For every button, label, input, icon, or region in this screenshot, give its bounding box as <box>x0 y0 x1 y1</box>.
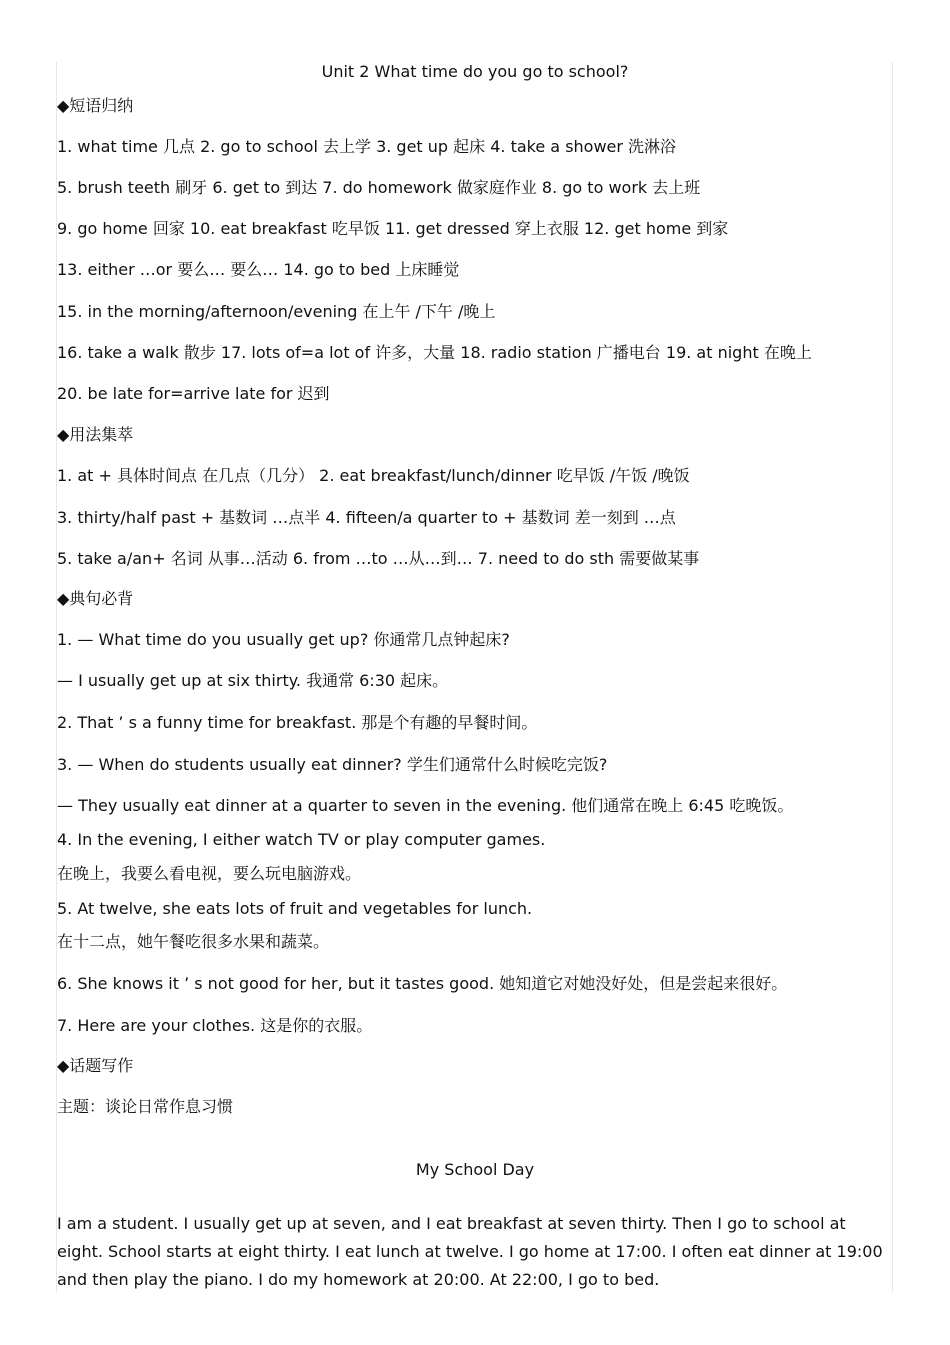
section-heading-usage: ◆用法集萃 <box>57 425 134 444</box>
sentence-line: 5. At twelve, she eats lots of fruit and vegetables for lunch. <box>57 899 533 918</box>
sentence-line: 2. That ’ s a funny time for breakfast. 那是个有趣的早餐时间。 <box>57 713 538 732</box>
essay-title: My School Day <box>415 1160 535 1179</box>
phrase-line: 1. what time 几点 2. go to school 去上学 3. get up 起床 4. take a shower 洗淋浴 <box>57 137 677 156</box>
phrase-line: 9. go home 回家 10. eat breakfast 吃早饭 11. get dressed 穿上衣服 12. get home 到家 <box>57 219 729 238</box>
phrase-line: 13. either …or 要么… 要么… 14. go to bed 上床睡觉 <box>57 260 460 279</box>
usage-line: 5. take a/an+ 名词 从事…活动 6. from …to …从…到… 7. need to do sth 需要做某事 <box>57 549 700 568</box>
phrase-line: 15. in the morning/afternoon/evening 在上午 /下午 /晚上 <box>57 302 496 321</box>
phrase-line: 20. be late for=arrive late for 迟到 <box>57 384 330 403</box>
section-heading-sentences: ◆典句必背 <box>57 589 134 608</box>
phrase-line: 5. brush teeth 刷牙 6. get to 到达 7. do homework 做家庭作业 8. go to work 去上班 <box>57 178 701 197</box>
phrase-line: 16. take a walk 散步 17. lots of=a lot of 许多，大量 18. radio station 广播电台 19. at night 在晚上 <box>57 343 812 362</box>
sentence-line: 7. Here are your clothes. 这是你的衣服。 <box>57 1016 373 1035</box>
sentence-line: — I usually get up at six thirty. 我通常 6:30 起床。 <box>57 671 449 690</box>
document-title: Unit 2 What time do you go to school? <box>321 62 629 81</box>
section-heading-phrases: ◆短语归纳 <box>57 96 134 115</box>
sentence-line: 6. She knows it ’ s not good for her, but it tastes good. 她知道它对她没好处，但是尝起来很好。 <box>57 974 788 993</box>
right-margin-rule <box>892 62 893 1292</box>
sentence-line: 4. In the evening, I either watch TV or play computer games. <box>57 830 546 849</box>
section-heading-writing: ◆话题写作 <box>57 1056 134 1075</box>
usage-line: 3. thirty/half past + 基数词 …点半 4. fifteen/a quarter to + 基数词 差一刻到 …点 <box>57 508 676 527</box>
sentence-line: 3. — When do students usually eat dinner? 学生们通常什么时候吃完饭? <box>57 755 608 774</box>
writing-topic: 主题：谈论日常作息习惯 <box>57 1097 234 1116</box>
sentence-line: — They usually eat dinner at a quarter to seven in the evening. 他们通常在晚上 6:45 吃晚饭。 <box>57 796 794 815</box>
sentence-translation: 在晚上，我要么看电视，要么玩电脑游戏。 <box>57 864 362 883</box>
sentence-line: 1. — What time do you usually get up? 你通常几点钟起床? <box>57 630 510 649</box>
usage-line: 1. at + 具体时间点 在几点（几分） 2. eat breakfast/lunch/dinner 吃早饭 /午饭 /晚饭 <box>57 466 690 485</box>
sentence-translation: 在十二点，她午餐吃很多水果和蔬菜。 <box>57 932 330 951</box>
essay-body: I am a student. I usually get up at seven, and I eat breakfast at seven thirty. Then I go to school at eight. School starts at eight thirty. I eat lunch at twelve. I go home at 17:00. I often eat dinner at 19:00 and then play the piano. I do my homework at 20:00. At 22:00, I go to bed. <box>57 1214 883 1289</box>
